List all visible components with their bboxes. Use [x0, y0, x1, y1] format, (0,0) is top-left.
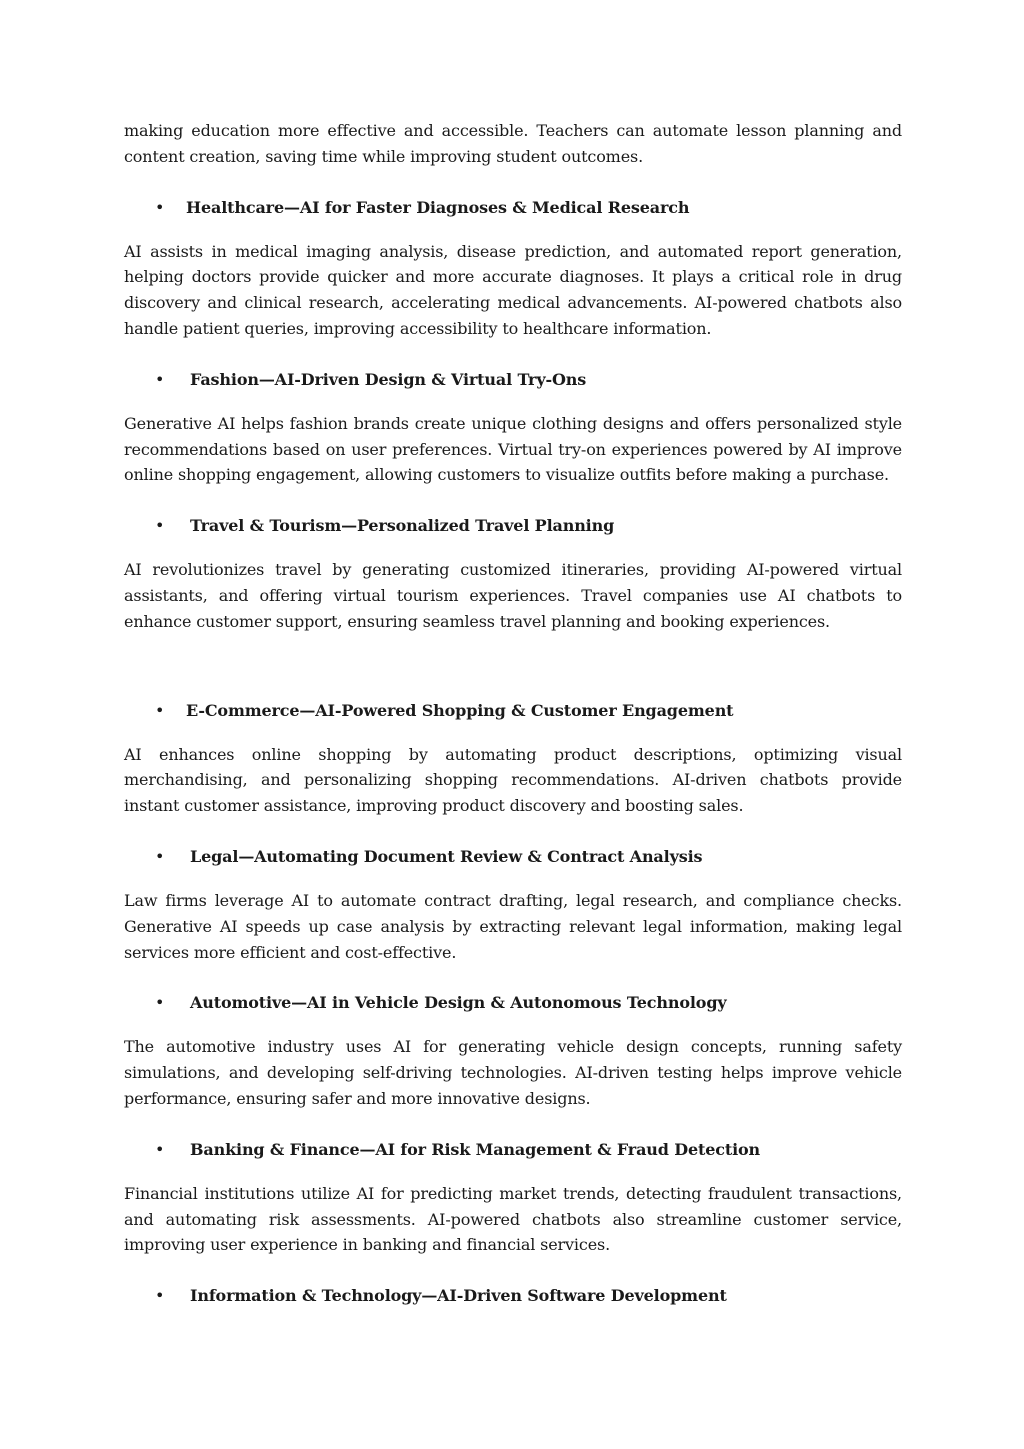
document-body [124, 118, 902, 1308]
section-heading-travel [124, 513, 902, 538]
bullet-icon: • [155, 700, 165, 720]
section-heading-text: Travel & Tourism—Personalized Travel Planning [190, 516, 615, 536]
section-heading-text: Information & Technology—AI-Driven Software Development [190, 1286, 727, 1306]
bullet-icon: • [155, 1286, 165, 1306]
section-heading-fashion [124, 367, 902, 392]
section-body-automotive: The automotive industry uses AI for generating vehicle design concepts, running safety simulations, and developing self-driving technologies. AI-driven testing helps improve vehicle performance, ensuring safer and more innovative designs. [124, 1037, 902, 1108]
section-heading-text: Fashion—AI-Driven Design & Virtual Try-Ons [190, 369, 587, 389]
section-body-healthcare: AI assists in medical imaging analysis, disease prediction, and automated report generation, helping doctors provide quicker and more accurate diagnoses. It plays a critical role in drug discovery and clinical research, accelerating medical advancements. AI-powered chatbots also handle patient queries, improving accessibility to healthcare information. [124, 241, 902, 338]
bullet-icon: • [155, 197, 165, 217]
bullet-icon: • [155, 993, 165, 1013]
section-heading-information-technology [124, 1283, 902, 1308]
section-heading-text: E-Commerce—AI-Powered Shopping & Customer Engagement [186, 700, 734, 720]
section-body-banking: Financial institutions utilize AI for predicting market trends, detecting fraudulent transactions, and automating risk assessments. AI-powered chatbots also streamline customer service, improving user experience in banking and financial services. [124, 1183, 902, 1255]
section-body-legal: Law firms leverage AI to automate contract drafting, legal research, and compliance checks. Generative AI speeds up case analysis by extracting relevant legal information, making legal services more efficient and cost-effective. [124, 890, 902, 962]
section-body-ecommerce: AI enhances online shopping by automating product descriptions, optimizing visual merchandising, and personalizing shopping recommendations. AI-driven chatbots provide instant customer assistance, improving product discovery and boosting sales. [124, 744, 902, 816]
section-heading-text: Healthcare—AI for Faster Diagnoses & Medical Research [186, 197, 690, 217]
section-heading-text: Banking & Finance—AI for Risk Management & Fraud Detection [190, 1139, 761, 1159]
section-heading-legal [124, 844, 902, 869]
intro-paragraph: making education more effective and accessible. Teachers can automate lesson planning and content creation, saving time while improving student outcomes. [124, 121, 902, 166]
section-heading-ecommerce [124, 698, 902, 723]
section-body-fashion: Generative AI helps fashion brands create unique clothing designs and offers personalized style recommendations based on user preferences. Virtual try-on experiences powered by AI improve online shopping engagement, allowing customers to visualize outfits before making a purchase. [124, 413, 902, 485]
bullet-icon: • [155, 369, 165, 389]
section-heading-automotive [124, 990, 902, 1015]
section-body-travel: AI revolutionizes travel by generating customized itineraries, providing AI-powered virtual assistants, and offering virtual tourism experiences. Travel companies use AI chatbots to enhance customer support, ensuring seamless travel planning and booking experiences. [124, 560, 902, 631]
bullet-icon: • [155, 846, 165, 866]
section-heading-healthcare [124, 195, 902, 220]
section-heading-banking [124, 1137, 902, 1162]
bullet-icon: • [155, 1139, 165, 1159]
section-heading-text: Automotive—AI in Vehicle Design & Autonomous Technology [190, 993, 727, 1013]
bullet-icon: • [155, 516, 165, 536]
section-heading-text: Legal—Automating Document Review & Contract Analysis [190, 846, 703, 866]
